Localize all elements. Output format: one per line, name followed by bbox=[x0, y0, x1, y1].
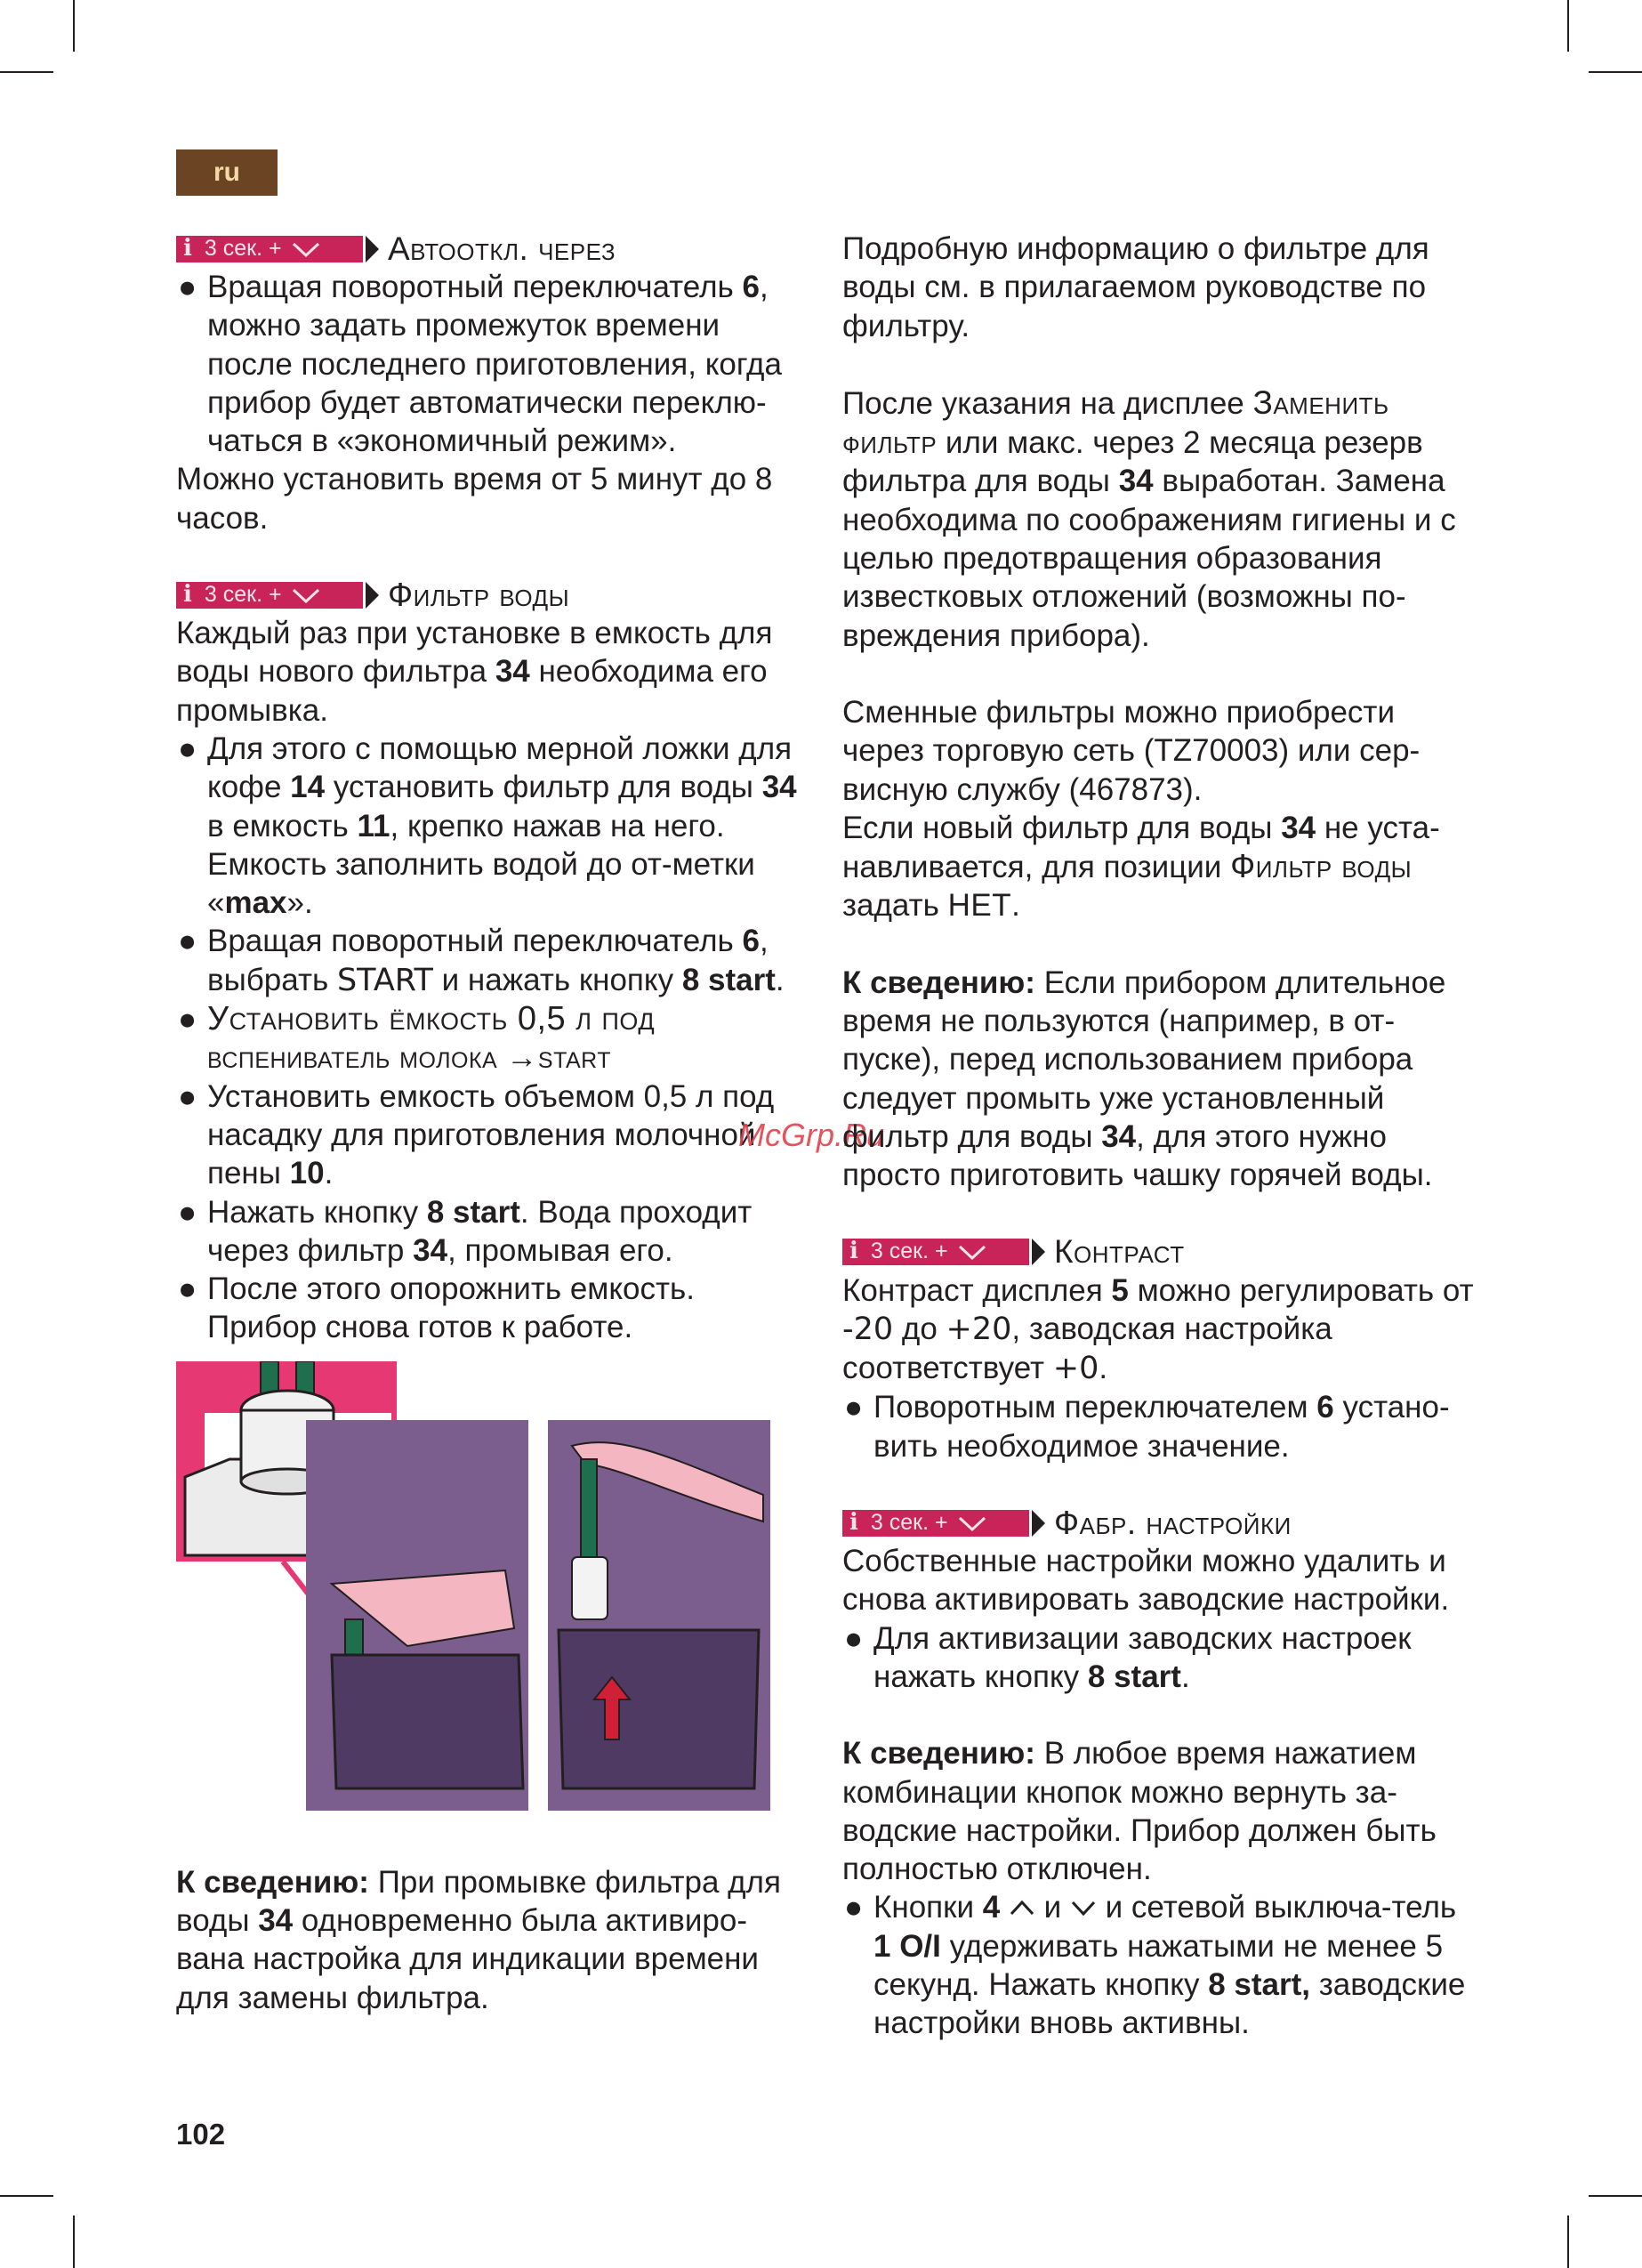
info-icon: i bbox=[183, 234, 192, 262]
language-tag: ru bbox=[176, 149, 278, 196]
list-item: ● Нажать кнопку 8 start. Вода проходит через фильтр 34, промывая его. bbox=[178, 1194, 753, 1268]
list-item: ● Вращая поворотный переключатель 6, выбрать START и нажать кнопку 8 start. bbox=[178, 924, 785, 998]
crop-mark bbox=[1589, 71, 1642, 73]
arrow-right-icon bbox=[1032, 1510, 1045, 1537]
paragraph: Можно установить время от 5 минут до 8 часов. bbox=[176, 462, 773, 536]
paragraph: Сменные фильтры можно приобрести через торговую сеть (TZ70003) или сер-висную службу (467873). bbox=[842, 694, 1421, 807]
crop-mark bbox=[0, 71, 53, 73]
note-paragraph: К сведению: Если прибором длительное время не пользуются (например, в от-пуске), перед использованием прибора следует промыть уже установленный фильтр для воды 34, для этого нужно просто приготовить чашку горячей воды. bbox=[842, 965, 1446, 1193]
section-heading-autooff bbox=[176, 230, 808, 268]
crop-mark bbox=[1589, 2195, 1642, 2197]
chevron-down-icon bbox=[957, 1242, 987, 1262]
arrow-right-icon bbox=[366, 582, 379, 609]
paragraph: Если новый фильтр для воды 34 не уста-навливается, для позиции Фильтр воды задать НЕТ. bbox=[842, 810, 1440, 924]
chevron-up-icon bbox=[1009, 1898, 1035, 1917]
section-title: Фильтр воды bbox=[388, 576, 570, 613]
info-icon: i bbox=[849, 1238, 858, 1265]
list-item: ● Для активизации заводских настроек нажать кнопку 8 start. bbox=[844, 1620, 1412, 1694]
section-heading-contrast bbox=[842, 1233, 1474, 1271]
list-item: ● Вращая поворотный переключатель 6, можно задать промежуток времени после последнего приготовления, когда прибор будет автоматически переклю-чаться в «экономичный режим». bbox=[178, 270, 782, 459]
section-title: Контраст bbox=[1054, 1233, 1185, 1271]
section-heading-factory-settings bbox=[842, 1504, 1474, 1542]
arrow-right-icon bbox=[1032, 1239, 1045, 1265]
crop-mark bbox=[73, 0, 75, 52]
crop-mark bbox=[73, 2216, 75, 2268]
info-icon: i bbox=[849, 1508, 858, 1536]
paragraph: Каждый раз при установке в емкость для воды нового фильтра 34 необходима его промывка. bbox=[176, 616, 773, 728]
paragraph: Контраст дисплея 5 можно регулировать от -20 до +20, заводская настройка соответствует +0. bbox=[842, 1272, 1474, 1387]
paragraph: Подробную информацию о фильтре для воды см. в прилагаемом руководстве по фильтру. bbox=[842, 231, 1429, 343]
list-item: ● Для этого с помощью мерной ложки для кофе 14 установить фильтр для воды 34 в емкость 11, крепко нажав на него. Емкость заполнить водой до от-метки «max». bbox=[178, 730, 797, 921]
paragraph: Собственные настройки можно удалить и снова активировать заводские настройки. bbox=[842, 1544, 1450, 1618]
page-number: 102 bbox=[176, 2118, 226, 2151]
list-item: ● Установить ёмкость 0,5 л под вспениватель молока →start bbox=[178, 1000, 656, 1076]
menu-badge: i 3 сек. + bbox=[176, 582, 363, 609]
chevron-down-icon bbox=[291, 239, 321, 259]
arrow-right-icon bbox=[366, 236, 379, 262]
chevron-down-icon bbox=[957, 1513, 987, 1533]
note-paragraph: К сведению: При промывке фильтра для воды 34 одновременно была активиро-вана настройка для индикации времени для замены фильтра. bbox=[176, 1864, 781, 2015]
section-heading-water-filter bbox=[176, 576, 808, 614]
menu-badge: i 3 сек. + bbox=[842, 1510, 1029, 1537]
crop-mark bbox=[1567, 2216, 1569, 2268]
section-title: Фабр. настройки bbox=[1054, 1504, 1292, 1541]
right-column bbox=[842, 230, 1474, 2043]
crop-mark bbox=[1567, 0, 1569, 52]
illustration-svg bbox=[176, 1361, 770, 1811]
paragraph: После указания на дисплее Заменить фильтр или макс. через 2 месяца резерв фильтра для воды 34 выработан. Замена необходима по соображениям гигиены и с целью предотвращения образования известковых отложений (возможны по-вреждения прибора). bbox=[842, 383, 1456, 653]
chevron-down-icon bbox=[1070, 1898, 1097, 1917]
chevron-down-icon bbox=[291, 585, 321, 605]
note-paragraph: К сведению: В любое время нажатием комбинации кнопок можно вернуть за-водские настройки. Прибор должен быть полностью отключен. bbox=[842, 1736, 1437, 1887]
menu-badge: i 3 сек. + bbox=[176, 236, 363, 262]
crop-mark bbox=[0, 2195, 53, 2197]
info-icon: i bbox=[183, 580, 192, 608]
list-item: ● Кнопки 4 и и сетевой выключа-тель 1 O/I удерживать нажатыми не менее 5 секунд. Нажать кнопку 8 start, заводские настройки вновь активны. bbox=[844, 1890, 1466, 2041]
list-item: ● После этого опорожнить емкость. Прибор снова готов к работе. bbox=[178, 1271, 696, 1345]
list-item: ● Поворотным переключателем 6 устано-вить необходимое значение. bbox=[844, 1390, 1450, 1464]
watermark: McGrp.Ru bbox=[738, 1117, 885, 1153]
menu-badge: i 3 сек. + bbox=[842, 1239, 1029, 1265]
section-title: Автооткл. через bbox=[388, 230, 616, 267]
filter-installation-illustration bbox=[176, 1361, 770, 1811]
list-item: ● Установить емкость объемом 0,5 л под насадку для приготовления молочной пены 10. bbox=[178, 1078, 775, 1191]
